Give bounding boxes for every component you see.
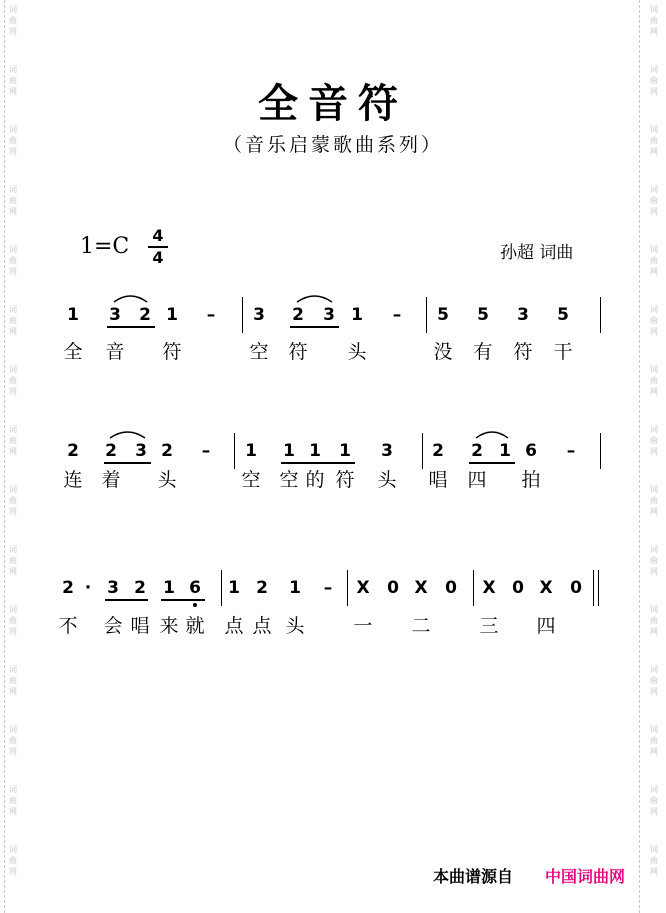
watermark-char: 网 — [650, 207, 658, 216]
lyric: 音 — [105, 341, 125, 363]
watermark-char: 词 — [650, 305, 658, 314]
watermark-char: 词 — [650, 65, 658, 74]
note: 2 — [134, 578, 146, 598]
watermark-char: 词 — [650, 665, 658, 674]
watermark-char: 词 — [9, 605, 17, 614]
watermark-char: 网 — [650, 747, 658, 756]
note: 1 — [283, 441, 295, 461]
watermark-group — [650, 784, 658, 817]
watermark-char: 曲 — [650, 616, 658, 625]
watermark-char: 词 — [9, 365, 17, 374]
note: 3 — [109, 305, 121, 325]
watermark-char: 网 — [9, 507, 17, 516]
lyric: 头 — [377, 469, 397, 491]
note: 3 — [517, 305, 529, 325]
watermark-char: 词 — [650, 725, 658, 734]
note: 5 — [477, 305, 489, 325]
watermark-char: 网 — [650, 507, 658, 516]
slur — [475, 429, 509, 439]
watermark-char: 词 — [650, 245, 658, 254]
note: – — [323, 578, 333, 598]
barline — [221, 570, 222, 606]
slur — [296, 293, 333, 303]
note: 0 — [512, 578, 524, 598]
lyric: 不 — [58, 615, 78, 637]
watermark-char: 网 — [650, 567, 658, 576]
watermark-char: 词 — [9, 185, 17, 194]
watermark-char: 曲 — [9, 436, 17, 445]
time-signature-denominator: 4 — [152, 248, 164, 267]
lyric: 的 — [305, 469, 325, 491]
watermark-char: 曲 — [650, 316, 658, 325]
lyric: 着 — [101, 469, 121, 491]
barline — [593, 570, 594, 606]
watermark-char: 曲 — [9, 856, 17, 865]
note: 2 — [161, 441, 173, 461]
watermark-char: 曲 — [650, 256, 658, 265]
watermark-char: 曲 — [9, 736, 17, 745]
note: – — [566, 441, 576, 461]
note: 3 — [135, 441, 147, 461]
watermark-char: 曲 — [9, 76, 17, 85]
watermark-char: 曲 — [9, 676, 17, 685]
note: 2 — [471, 441, 483, 461]
watermark-char: 曲 — [650, 556, 658, 565]
watermark-char: 曲 — [650, 856, 658, 865]
lyric: 四 — [536, 615, 556, 637]
watermark-char: 网 — [650, 327, 658, 336]
note: X — [414, 578, 428, 598]
watermark-group — [9, 184, 17, 217]
watermark-char: 曲 — [9, 616, 17, 625]
watermark-group — [9, 304, 17, 337]
watermark-char: 网 — [9, 267, 17, 276]
note: – — [206, 305, 216, 325]
watermark-char: 网 — [9, 747, 17, 756]
note: 0 — [387, 578, 399, 598]
lyric: 符 — [162, 341, 182, 363]
note: X — [356, 578, 370, 598]
watermark-char: 曲 — [650, 676, 658, 685]
watermark-char: 曲 — [9, 796, 17, 805]
watermark-char: 曲 — [650, 796, 658, 805]
watermark-char: 网 — [650, 267, 658, 276]
watermark-char: 词 — [9, 485, 17, 494]
watermark-group — [9, 244, 17, 277]
watermark-char: 词 — [650, 365, 658, 374]
lyric: 空 — [241, 469, 261, 491]
watermark-char: 词 — [9, 65, 17, 74]
watermark-char: 曲 — [9, 556, 17, 565]
watermark-char: 曲 — [9, 256, 17, 265]
watermark-char: 词 — [650, 185, 658, 194]
lyric: 三 — [479, 615, 499, 637]
eighth-underline — [281, 462, 355, 464]
watermark-group — [650, 484, 658, 517]
lyric: 唱 — [428, 469, 448, 491]
footer-source-label: 本曲谱源自 — [433, 867, 514, 886]
watermark-char: 网 — [9, 207, 17, 216]
author-credit: 孙超 词曲 — [500, 243, 574, 263]
watermark-char: 曲 — [9, 16, 17, 25]
note: 2 — [292, 305, 304, 325]
note: 2 — [139, 305, 151, 325]
note: 1 — [245, 441, 257, 461]
watermark-char: 曲 — [9, 136, 17, 145]
footer-site-name: 中国词曲网 — [545, 867, 626, 886]
watermark-group — [9, 544, 17, 577]
watermark-char: 网 — [650, 627, 658, 636]
watermark-char: 曲 — [9, 376, 17, 385]
watermark-char: 词 — [9, 545, 17, 554]
lyric: 点 — [224, 615, 244, 637]
watermark-char: 词 — [9, 245, 17, 254]
watermark-char: 曲 — [9, 496, 17, 505]
watermark-group — [9, 364, 17, 397]
lyric: 一 — [353, 615, 373, 637]
note: 1 — [309, 441, 321, 461]
note: X — [482, 578, 496, 598]
watermark-char: 词 — [9, 125, 17, 134]
watermark-group — [9, 664, 17, 697]
lyric: 符 — [513, 341, 533, 363]
watermark-group — [650, 604, 658, 637]
lyric: 全 — [63, 341, 83, 363]
watermark-group — [9, 604, 17, 637]
watermark-char: 曲 — [650, 76, 658, 85]
watermark-group — [650, 664, 658, 697]
note: 1 — [163, 578, 175, 598]
watermark-group — [650, 304, 658, 337]
watermark-char: 网 — [9, 567, 17, 576]
watermark-group — [9, 724, 17, 757]
note: – — [201, 441, 211, 461]
note: 2 — [256, 578, 268, 598]
watermark-group — [9, 4, 17, 37]
watermark-char: 词 — [650, 485, 658, 494]
watermark-char: 曲 — [650, 496, 658, 505]
eighth-underline — [105, 599, 148, 601]
watermark-char: 词 — [650, 785, 658, 794]
note: 1 — [67, 305, 79, 325]
watermark-char: 网 — [9, 627, 17, 636]
barline — [422, 433, 423, 469]
watermark-char: 词 — [9, 725, 17, 734]
time-signature-numerator: 4 — [152, 226, 164, 245]
lyric: 会 — [103, 615, 123, 637]
watermark-char: 网 — [9, 447, 17, 456]
low-octave-dot — [193, 603, 197, 607]
watermark-char: 曲 — [650, 136, 658, 145]
watermark-char: 曲 — [650, 736, 658, 745]
watermark-char: 曲 — [9, 196, 17, 205]
watermark-char: 网 — [650, 447, 658, 456]
note: 1 — [166, 305, 178, 325]
note: – — [392, 305, 402, 325]
watermark-group — [650, 364, 658, 397]
note: 3 — [323, 305, 335, 325]
note: 1 — [339, 441, 351, 461]
watermark-char: 网 — [9, 687, 17, 696]
watermark-group — [650, 544, 658, 577]
note: 1 — [499, 441, 511, 461]
watermark-group — [9, 844, 17, 877]
watermark-group — [650, 724, 658, 757]
note: 5 — [557, 305, 569, 325]
watermark-char: 网 — [9, 807, 17, 816]
lyric: 头 — [285, 615, 305, 637]
lyric: 就 — [185, 615, 205, 637]
watermark-char: 词 — [9, 785, 17, 794]
lyric: 空 — [249, 341, 269, 363]
watermark-char: 网 — [650, 807, 658, 816]
watermark-group — [650, 184, 658, 217]
time-signature — [148, 228, 168, 266]
lyric: 干 — [553, 341, 573, 363]
watermark-char: 网 — [9, 387, 17, 396]
slur — [113, 293, 148, 303]
note: 3 — [107, 578, 119, 598]
watermark-char: 曲 — [650, 196, 658, 205]
barline — [426, 297, 427, 333]
watermark-char: 词 — [9, 665, 17, 674]
eighth-underline — [104, 462, 151, 464]
lyric: 没 — [433, 341, 453, 363]
barline — [600, 433, 601, 469]
lyric: 拍 — [521, 469, 541, 491]
watermark-char: 词 — [650, 545, 658, 554]
watermark-char: 网 — [650, 87, 658, 96]
note: 2 — [432, 441, 444, 461]
watermark-group — [650, 844, 658, 877]
watermark-char: 词 — [650, 5, 658, 14]
lyric: 来 — [159, 615, 179, 637]
eighth-underline — [107, 326, 155, 328]
note: 3 — [253, 305, 265, 325]
watermark-char: 词 — [650, 425, 658, 434]
watermark-group — [650, 4, 658, 37]
note: 1 — [351, 305, 363, 325]
lyric: 二 — [411, 615, 431, 637]
watermark-char: 网 — [650, 687, 658, 696]
note: 0 — [445, 578, 457, 598]
watermark-char: 曲 — [650, 436, 658, 445]
watermark-char: 网 — [9, 87, 17, 96]
watermark-char: 词 — [9, 305, 17, 314]
lyric: 头 — [157, 469, 177, 491]
note: 2 — [105, 441, 117, 461]
note: 6 — [189, 578, 201, 598]
note: · — [84, 578, 92, 598]
barline — [234, 433, 235, 469]
lyric: 四 — [467, 469, 487, 491]
watermark-char: 曲 — [650, 376, 658, 385]
barline — [598, 570, 599, 606]
watermark-char: 曲 — [650, 16, 658, 25]
note: X — [539, 578, 553, 598]
lyric: 连 — [63, 469, 83, 491]
barline — [242, 297, 243, 333]
watermark-char: 词 — [650, 605, 658, 614]
watermark-group — [650, 424, 658, 457]
song-subtitle: （音乐启蒙歌曲系列） — [222, 134, 443, 156]
watermark-char: 网 — [9, 327, 17, 336]
note: 1 — [289, 578, 301, 598]
lyric: 头 — [347, 341, 367, 363]
watermark-char: 网 — [650, 387, 658, 396]
watermark-group — [9, 424, 17, 457]
watermark-group — [9, 484, 17, 517]
watermark-char: 词 — [650, 125, 658, 134]
watermark-char: 网 — [9, 147, 17, 156]
watermark-char: 网 — [650, 27, 658, 36]
note: 0 — [570, 578, 582, 598]
lyric: 符 — [288, 341, 308, 363]
eighth-underline — [469, 462, 515, 464]
watermark-char: 词 — [650, 845, 658, 854]
lyric: 符 — [335, 469, 355, 491]
note: 5 — [437, 305, 449, 325]
lyric: 点 — [252, 615, 272, 637]
note: 1 — [228, 578, 240, 598]
lyric: 唱 — [130, 615, 150, 637]
barline — [347, 570, 348, 606]
note: 2 — [62, 578, 74, 598]
watermark-char: 网 — [9, 867, 17, 876]
watermark-char: 网 — [650, 147, 658, 156]
watermark-char: 词 — [9, 5, 17, 14]
watermark-char: 网 — [9, 27, 17, 36]
watermark-char: 词 — [9, 425, 17, 434]
watermark-group — [650, 244, 658, 277]
eighth-underline — [290, 326, 339, 328]
note: 3 — [381, 441, 393, 461]
watermark-char: 曲 — [9, 316, 17, 325]
watermark-char: 网 — [650, 867, 658, 876]
watermark-group — [9, 784, 17, 817]
note: 2 — [67, 441, 79, 461]
barline — [600, 297, 601, 333]
watermark-char: 词 — [9, 845, 17, 854]
lyric: 空 — [279, 469, 299, 491]
eighth-underline — [161, 599, 205, 601]
key-signature: 1=C — [80, 234, 130, 259]
note: 6 — [525, 441, 537, 461]
slur — [109, 429, 146, 439]
lyric: 有 — [473, 341, 493, 363]
song-title: 全音符 — [258, 81, 408, 127]
barline — [473, 570, 474, 606]
